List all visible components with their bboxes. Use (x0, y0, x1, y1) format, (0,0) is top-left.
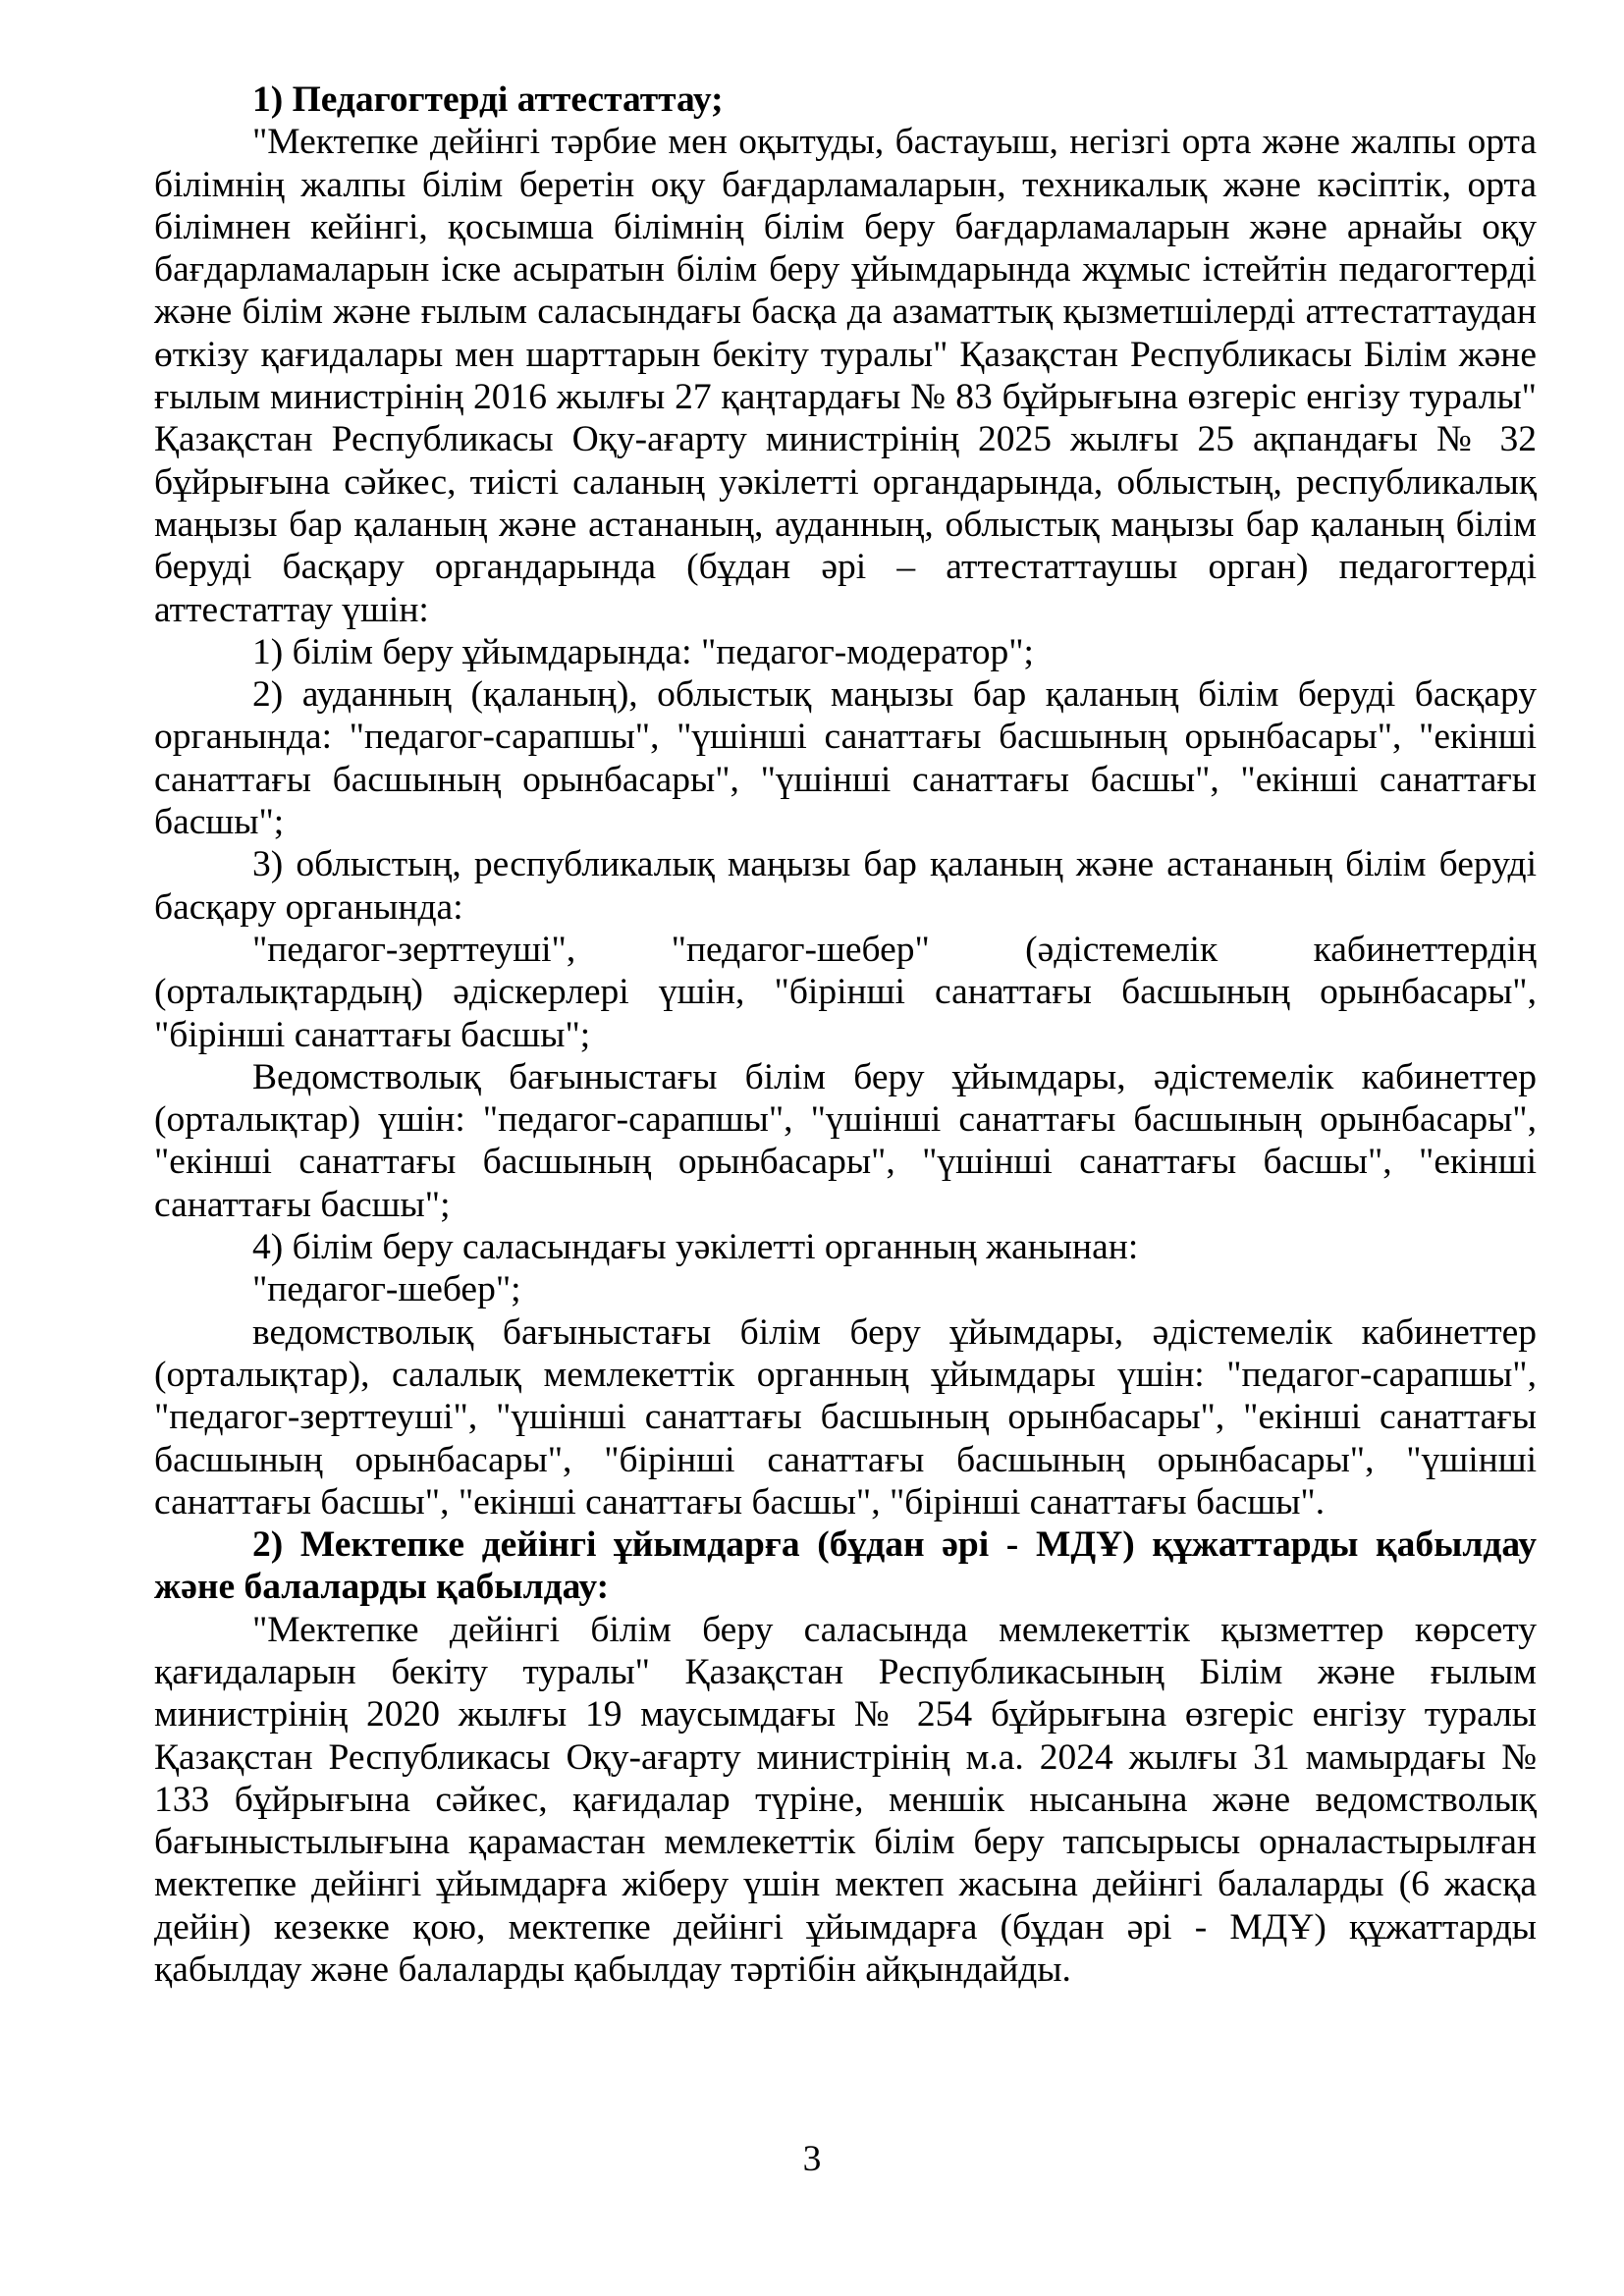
list-item-1: 1) білім беру ұйымдарында: "педагог-модератор"; (252, 631, 1034, 672)
list-item-3-subordinate: Ведомстволық бағыныстағы білім беру ұйымдары, әдістемелік кабинеттер (орталықтар) үшін: "педагог-сарапшы", "үшінші санаттағы басшының орынбасары", "екінші санаттағы басшының орынбасары", "үшінші санаттағы басшы", "екінші санаттағы басшы"; (154, 1056, 1537, 1225)
paragraph-attestation-basis: "Мектепке дейінгі тәрбие мен оқытуды, бастауыш, негізгі орта және жалпы орта білімнің жалпы білім беретін оқу бағдарламаларын, техникалық және кәсіптік, орта білімнен кейінгі, қосымша білімнің білім беру бағдарламаларын және арнайы оқу бағдарламаларын іске асыратын білім беру ұйымдарында жұмыс істейтін педагогтерді және білім және ғылым саласындағы басқа да азаматтық қызметшілерді аттестаттаудан өткізу қағидалары мен шарттарын бекіту туралы" Қазақстан Республикасы Білім және ғылым министрінің 2016 жылғы 27 қаңтардағы № 83 бұйрығына өзгеріс енгізу туралы" Қазақстан Республикасы Оқу-ағарту министрінің 2025 жылғы 25 ақпандағы № 32 бұйрығына сәйкес, тиісті саланың уәкілетті органдарында, облыстың, республикалық маңызы бар қаланың және астананың, ауданның, облыстық маңызы бар қаланың білім беруді басқару органдарында (бұдан әрі – аттестаттаушы орган) педагогтерді аттестаттау үшін: (154, 122, 1537, 630)
list-item-4-detail: "педагог-шебер"; (252, 1269, 521, 1310)
list-item-3: 3) облыстың, республикалық маңызы бар қаланың және астананың білім беруді басқару органында: (154, 844, 1537, 928)
document-body (154, 79, 1537, 1991)
list-item-2: 2) ауданның (қаланың), облыстық маңызы бар қаланың білім беруді басқару органында: "педагог-сарапшы", "үшінші санаттағы басшының орынбасары", "екінші санаттағы басшының орынбасары", "үшінші санаттағы басшы", "екінші санаттағы басшы"; (154, 674, 1537, 843)
list-item-4-subordinate: ведомстволық бағыныстағы білім беру ұйымдары, әдістемелік кабинеттер (орталықтар), салалық мемлекеттік органның ұйымдары үшін: "педагог-сарапшы", "педагог-зерттеуші", "үшінші санаттағы басшының орынбасары", "екінші санаттағы басшының орынбасары", "бірінші санаттағы басшының орынбасары", "үшінші санаттағы басшы", "екінші санаттағы басшы", "бірінші санаттағы басшы". (154, 1311, 1537, 1522)
list-item-3-detail: "педагог-зерттеуші", "педагог-шебер" (әдістемелік кабинеттердің (орталықтардың) әдіскерлері үшін, "бірінші санаттағы басшының орынбасары", "бірінші санаттағы басшы"; (154, 929, 1537, 1055)
list-item-4: 4) білім беру саласындағы уәкілетті органның жанынан: (252, 1227, 1139, 1268)
page-number: 3 (802, 2139, 822, 2179)
paragraph-preschool-rules: "Мектепке дейінгі білім беру саласында мемлекеттік қызметтер көрсету қағидаларын бекіту туралы" Қазақстан Республикасының Білім және ғылым министрінің 2020 жылғы 19 маусымдағы № 254 бұйрығына өзгеріс енгізу туралы Қазақстан Республикасы Оқу-ағарту министрінің м.а. 2024 жылғы 31 мамырдағы № 133 бұйрығына сәйкес, қағидалар түріне, меншік нысанына және ведомстволық бағыныстылығына қарамастан мемлекеттік білім беру тапсырысы орналастырылған мектепке дейінгі ұйымдарға жіберу үшін мектеп жасына дейінгі балаларды (6 жасқа дейін) кезекке қою, мектепке дейінгі ұйымдарға (бұдан әрі - МДҰ) құжаттарды қабылдау және балаларды қабылдау тәртібін айқындайды. (154, 1609, 1537, 1991)
section-1-heading: 1) Педагогтерді аттестаттау; (252, 80, 724, 120)
section-2-heading: 2) Мектепке дейінгі ұйымдарға (бұдан әрі - МДҰ) құжаттарды қабылдау және балаларды қабылдау: (154, 1524, 1537, 1608)
